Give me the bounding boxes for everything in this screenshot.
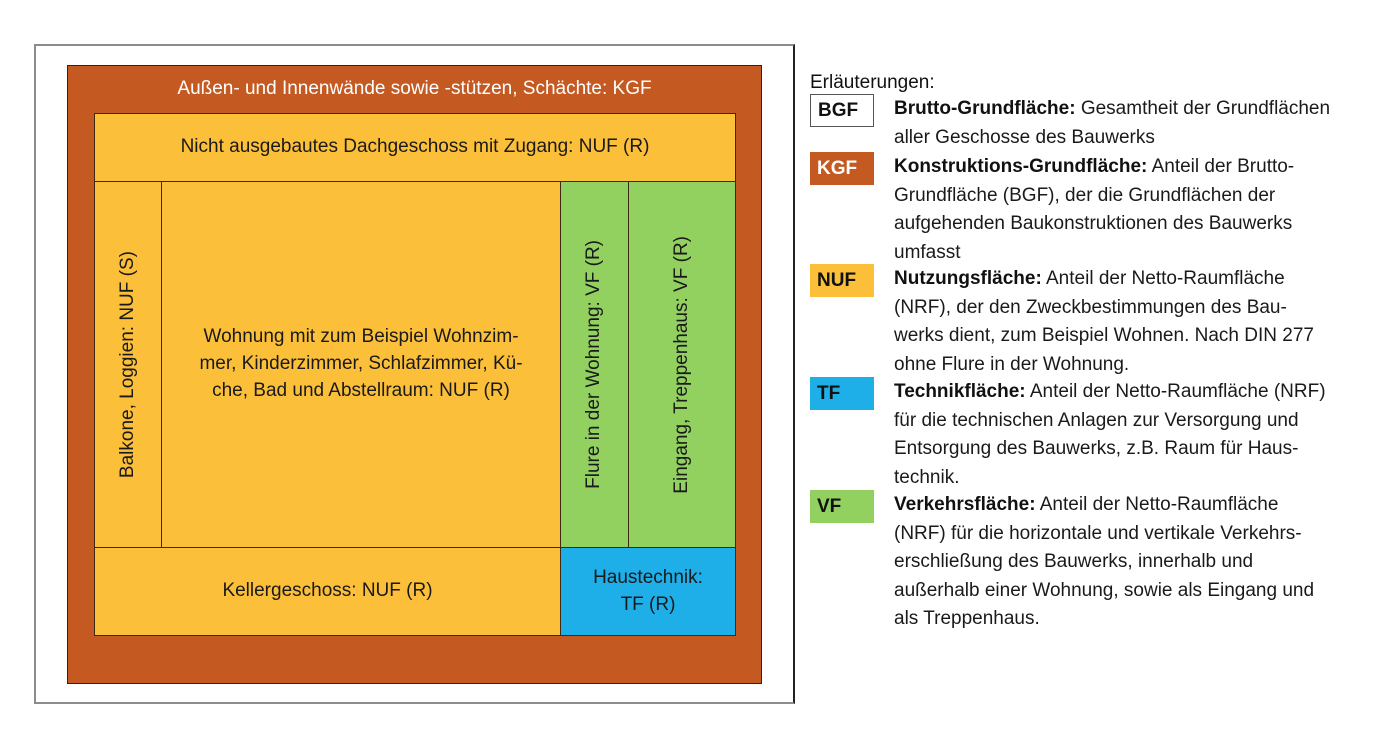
legend-swatch-kgf: KGF bbox=[810, 152, 874, 185]
legend-swatch-vf: VF bbox=[810, 490, 874, 523]
legend-desc-nuf: Nutzungsfläche: Anteil der Netto-Raumfläche (NRF), der den Zweckbestimmungen des Bau- werks dient, zum Beispiel Wohnen. Nach DIN 277 ohne Flure in der Wohnung. bbox=[894, 268, 1314, 375]
corridors-label: Flure in der Wohnung: VF (R) bbox=[583, 240, 605, 489]
legend-desc-vf: Verkehrsfläche: Anteil der Netto-Raumfläche (NRF) für die horizontale und vertikale Verkehrs- erschließung des Bauwerks, innerhalb und außerhalb einer Wohnung, sowie als Eingang und als Treppenhaus. bbox=[894, 494, 1315, 629]
building-services-label: Haustechnik: TF (R) bbox=[593, 566, 703, 615]
basement-label: Kellergeschoss: NUF (R) bbox=[222, 580, 433, 602]
balcony-area bbox=[94, 181, 162, 548]
building-services-area bbox=[560, 547, 736, 636]
legend-title: Erläuterungen: bbox=[810, 72, 935, 93]
attic-label: Nicht ausgebautes Dachgeschoss mit Zugang: NUF (R) bbox=[180, 136, 650, 158]
basement-area bbox=[94, 547, 561, 636]
legend-swatch-nuf: NUF bbox=[810, 264, 874, 297]
kgf-label: Außen- und Innenwände sowie -stützen, Schächte: KGF bbox=[177, 78, 652, 99]
apartment-label: Wohnung mit zum Beispiel Wohnzim- mer, Kinderzimmer, Schlafzimmer, Kü- che, Bad und Abstellraum: NUF (R) bbox=[199, 326, 523, 401]
stairwell-label: Eingang, Treppenhaus: VF (R) bbox=[670, 235, 692, 494]
stairwell-area bbox=[628, 181, 736, 548]
legend-swatch-bgf: BGF bbox=[810, 94, 874, 127]
apartment-area bbox=[161, 181, 561, 548]
legend-desc-bgf: Brutto-Grundfläche: Gesamtheit der Grundflächen aller Geschosse des Bauwerks bbox=[894, 98, 1331, 148]
balcony-label: Balkone, Loggien: NUF (S) bbox=[116, 250, 138, 479]
legend-desc-kgf: Konstruktions-Grundfläche: Anteil der Brutto- Grundfläche (BGF), der die Grundflächen der aufgehenden Baukonstruktionen des Bauwerks umfasst bbox=[894, 156, 1295, 263]
legend-desc-tf: Technikfläche: Anteil der Netto-Raumfläche (NRF) für die technischen Anlagen zur Versorgung und Entsorgung des Bauwerks, z.B. Raum für Haus- technik. bbox=[894, 381, 1326, 488]
attic-area bbox=[94, 113, 736, 182]
corridors-area bbox=[560, 181, 629, 548]
legend-swatch-tf: TF bbox=[810, 377, 874, 410]
